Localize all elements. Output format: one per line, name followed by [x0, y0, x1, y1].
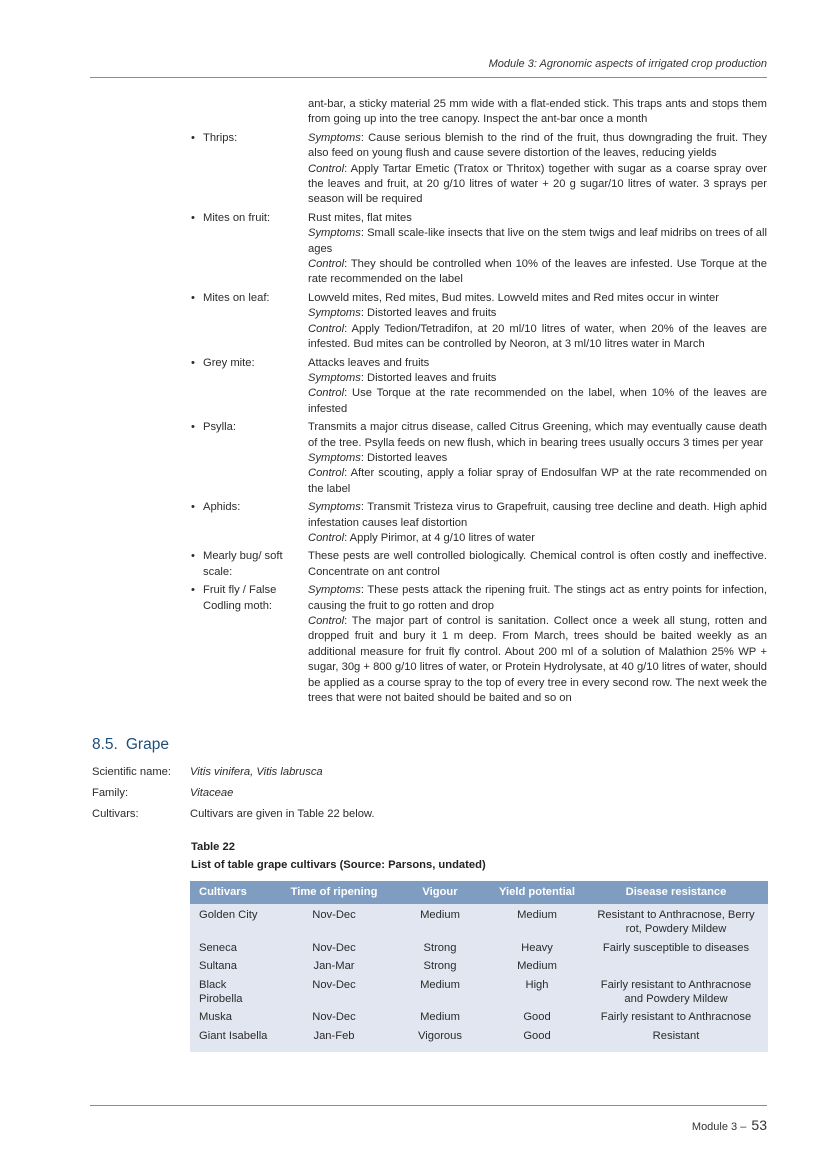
- scientific-name-value: Vitis vinifera, Vitis labrusca: [190, 766, 323, 778]
- cultivars-label: Cultivars:: [92, 808, 139, 820]
- table-cell: Medium: [420, 1011, 460, 1024]
- pest-name: [190, 291, 308, 353]
- column-header: Cultivars: [190, 881, 278, 904]
- table-cell: Nov-Dec: [312, 941, 356, 954]
- pest-entry: [190, 549, 767, 580]
- pest-description: [308, 549, 767, 580]
- description-text: : Small scale-like insects that live on the stem twigs and leaf midribs on trees of all ages: [308, 227, 767, 255]
- description-label: Symptoms: [308, 451, 361, 464]
- description-label: Symptoms: [308, 307, 361, 320]
- column-header: Time of ripening: [278, 881, 390, 904]
- description-text: Lowveld mites, Red mites, Bud mites. Lowveld mites and Red mites occur in winter: [308, 291, 719, 304]
- pest-name: [190, 500, 308, 546]
- description-label: Symptoms: [308, 371, 361, 384]
- description-line: [308, 162, 767, 208]
- table-row: [190, 976, 768, 1009]
- description-label: Symptoms: [308, 501, 361, 514]
- table-row: [190, 939, 768, 957]
- description-line: [308, 500, 767, 531]
- description-line: [308, 549, 767, 580]
- pest-description: [308, 500, 767, 546]
- description-line: [308, 211, 767, 226]
- table-row: [190, 957, 768, 975]
- page-number: 53: [751, 1117, 767, 1133]
- table-row: [190, 904, 768, 939]
- description-label: Symptoms: [308, 131, 361, 144]
- pest-entry: [190, 583, 767, 706]
- pest-name: [190, 356, 308, 418]
- column-header: Disease resistance: [584, 881, 768, 904]
- table-cell: Nov-Dec: [312, 978, 356, 991]
- cultivars-value: Cultivars are given in Table 22 below.: [190, 808, 375, 820]
- table-cell: Jan-Mar: [313, 960, 355, 973]
- description-line: [308, 614, 767, 706]
- table-cell: Sultana: [199, 960, 237, 973]
- description-text: : Apply Tedion/Tetradifon, at 20 ml/10 litres of water, when 20% of the leaves are infested. Bud mites can be controlled by Neoron, at 3 ml/10 litres water in March: [308, 322, 767, 351]
- pest-name-text: Psylla:: [203, 421, 236, 434]
- description-line: [308, 451, 767, 466]
- table-cell: Fairly resistant to Anthracnose and Powdery Mildew: [600, 978, 752, 1006]
- description-line: [308, 97, 767, 128]
- family-label: Family:: [92, 787, 129, 799]
- column-header: Yield potential: [490, 881, 584, 904]
- description-label: Symptoms: [308, 227, 361, 240]
- family-value: Vitaceae: [190, 787, 234, 799]
- pest-entry: [190, 97, 767, 128]
- description-label: Control: [308, 162, 345, 175]
- description-text: Rust mites, flat mites: [308, 211, 412, 224]
- scientific-name-label: Scientific name:: [92, 766, 171, 778]
- bullet-icon: •: [191, 291, 195, 304]
- description-line: [308, 322, 767, 353]
- table-cell: Good: [523, 1029, 551, 1042]
- pest-description: [308, 291, 767, 353]
- table-cell: Medium: [517, 909, 557, 921]
- description-line: [308, 291, 767, 306]
- header-rule: [90, 77, 767, 78]
- description-text: : Use Torque at the rate recommended on the label, when 10% of the leaves are infested: [308, 387, 767, 415]
- description-label: Control: [308, 258, 345, 271]
- section-title: Grape: [125, 736, 169, 753]
- pest-entry: [190, 211, 767, 288]
- description-line: [308, 356, 767, 371]
- table-cell: Muska: [199, 1011, 232, 1024]
- footer-rule: [90, 1105, 767, 1106]
- description-text: : The major part of control is sanitation. Collect once a week all stung, rotten and dropped fruit and bury it 1 m deep. From March, trees should be baited weekly as an additional measure for fruit fly control. About 200 ml of a solution of Malathion 25% WP + sugar, 30g + 800 g/10 litres of water, or Protein Hydrolysate, at 40 g/10 litres of water, should be applied as a course spray to the top of every tree in every second row. The next week the trees that were not baited should be baited and so on: [308, 615, 767, 705]
- pest-description: [308, 211, 767, 288]
- description-line: [308, 306, 767, 321]
- pest-name-text: Mites on leaf:: [203, 291, 270, 304]
- bullet-icon: •: [191, 550, 195, 563]
- page-footer: [90, 1118, 767, 1135]
- table-cell: Strong: [423, 941, 457, 954]
- section-heading: [92, 737, 169, 752]
- description-line: [308, 386, 767, 417]
- description-text: These pests are well controlled biologically. Chemical control is often costly and ineffective. Concentrate on ant control: [308, 550, 767, 578]
- column-header: Vigour: [390, 881, 490, 904]
- table-cell: Jan-Feb: [313, 1029, 355, 1042]
- pest-description: [308, 356, 767, 418]
- description-text: : Distorted leaves and fruits: [360, 371, 497, 384]
- description-text: : Distorted leaves and fruits: [360, 307, 497, 320]
- description-text: Attacks leaves and fruits: [308, 356, 430, 369]
- description-line: [308, 466, 767, 497]
- pest-description: [308, 97, 767, 128]
- description-label: Symptoms: [308, 584, 361, 597]
- description-text: : Transmit Tristeza virus to Grapefruit, causing tree decline and death. High aphid infestation causes leaf distortion: [308, 501, 767, 529]
- table-cell: Seneca: [199, 941, 237, 954]
- table-header-row: [190, 881, 768, 904]
- table-cell: Giant Isabella: [199, 1029, 268, 1042]
- pest-name-text: Thrips:: [203, 131, 238, 144]
- pest-entry: [190, 291, 767, 353]
- pest-name-text: Aphids:: [203, 501, 241, 514]
- table-cell: Medium: [420, 909, 460, 921]
- description-label: Control: [308, 615, 345, 627]
- table-cell: Heavy: [521, 941, 553, 954]
- description-text: : Distorted leaves: [360, 451, 448, 464]
- pest-description: [308, 583, 767, 706]
- table-cell: High: [525, 978, 549, 991]
- description-line: [308, 371, 767, 386]
- table-cell: Vigorous: [418, 1029, 462, 1042]
- footer-module: Module 3: [691, 1121, 738, 1133]
- table-cell: Nov-Dec: [312, 909, 356, 921]
- bullet-icon: •: [191, 131, 195, 144]
- section-number: 8.5.: [92, 736, 118, 753]
- table-number: Table 22: [191, 841, 235, 853]
- table-cell: Fairly susceptible to diseases: [602, 941, 750, 954]
- table-cell: Fairly resistant to Anthracnose: [600, 1011, 752, 1024]
- family-row: [92, 786, 233, 801]
- table-cell: [584, 957, 768, 975]
- bullet-icon: •: [191, 584, 195, 597]
- pest-name: [190, 97, 308, 128]
- scientific-name-row: [92, 765, 323, 780]
- bullet-icon: •: [191, 421, 195, 434]
- pest-name: [190, 549, 308, 580]
- table-cell: Nov-Dec: [312, 1011, 356, 1024]
- cultivars-row: [92, 807, 375, 822]
- description-line: [308, 257, 767, 288]
- description-text: : After scouting, apply a foliar spray of Endosulfan WP at the rate recommended on the label: [308, 467, 767, 495]
- description-line: [308, 131, 767, 162]
- table-cell: Black Pirobella: [199, 978, 243, 1006]
- description-label: Control: [308, 467, 345, 480]
- bullet-icon: •: [191, 356, 195, 369]
- description-label: Control: [308, 387, 345, 400]
- description-line: [308, 583, 767, 614]
- description-label: Control: [308, 531, 345, 544]
- pest-list: [190, 97, 767, 706]
- pest-name: [190, 131, 308, 208]
- pest-entry: [190, 131, 767, 208]
- pest-name: [190, 211, 308, 288]
- description-text: : Apply Tartar Emetic (Tratox or Thritox) together with sugar as a coarse spray over the leaves and fruit, at 20 g/10 litres of water + 20 g sugar/10 litres of water. 3 sprays per season will be required: [308, 162, 767, 206]
- description-text: : Apply Pirimor, at 4 g/10 litres of water: [344, 531, 535, 544]
- running-header: Module 3: Agronomic aspects of irrigated crop production: [488, 58, 767, 70]
- table-row: [190, 1027, 768, 1052]
- table-row: [190, 1008, 768, 1026]
- description-line: [308, 531, 767, 546]
- table-cell: Good: [523, 1011, 551, 1024]
- bullet-icon: •: [191, 501, 195, 514]
- description-text: Transmits a major citrus disease, called Citrus Greening, which may eventually cause death of the tree. Psylla feeds on new flush, which in bearing trees usually occurs 3 times per year: [308, 421, 767, 449]
- pest-name-text: Mearly bug/ soft scale:: [203, 550, 283, 578]
- pest-name-text: Grey mite:: [203, 356, 255, 369]
- table-cell: Medium: [517, 960, 557, 973]
- table-cell: Resistant to Anthracnose, Berry rot, Powdery Mildew: [597, 909, 755, 936]
- description-text: ant-bar, a sticky material 25 mm wide with a flat-ended stick. This traps ants and stops them from going up into the tree canopy. Inspect the ant-bar once a month: [308, 98, 767, 126]
- pest-description: [308, 420, 767, 497]
- description-line: [308, 420, 767, 451]
- description-line: [308, 226, 767, 257]
- table-cell: Strong: [423, 960, 457, 973]
- table-caption: List of table grape cultivars (Source: Parsons, undated): [191, 859, 486, 871]
- bullet-icon: •: [191, 211, 195, 224]
- description-text: : They should be controlled when 10% of the leaves are infested. Use Torque at the rate recommended on the label: [308, 258, 767, 286]
- table-cell: Resistant: [652, 1029, 700, 1042]
- table-cell: Golden City: [199, 909, 258, 921]
- pest-entry: [190, 500, 767, 546]
- cultivar-table: [190, 881, 768, 1052]
- pest-name-text: Mites on fruit:: [203, 211, 271, 224]
- footer-dash: –: [740, 1121, 747, 1133]
- pest-entry: [190, 420, 767, 497]
- pest-name-text: Fruit fly / False Codling moth:: [203, 584, 277, 612]
- description-label: Control: [308, 322, 345, 335]
- pest-name: [190, 420, 308, 497]
- description-text: : These pests attack the ripening fruit. The stings act as entry points for infection, causing the fruit to go rotten and drop: [308, 584, 767, 612]
- pest-description: [308, 131, 767, 208]
- pest-name: [190, 583, 308, 706]
- description-text: : Cause serious blemish to the rind of the fruit, thus downgrading the fruit. They also feed on young flush and cause severe distortion of the leaves, reducing yields: [308, 131, 767, 160]
- table-cell: Medium: [420, 978, 460, 991]
- pest-entry: [190, 356, 767, 418]
